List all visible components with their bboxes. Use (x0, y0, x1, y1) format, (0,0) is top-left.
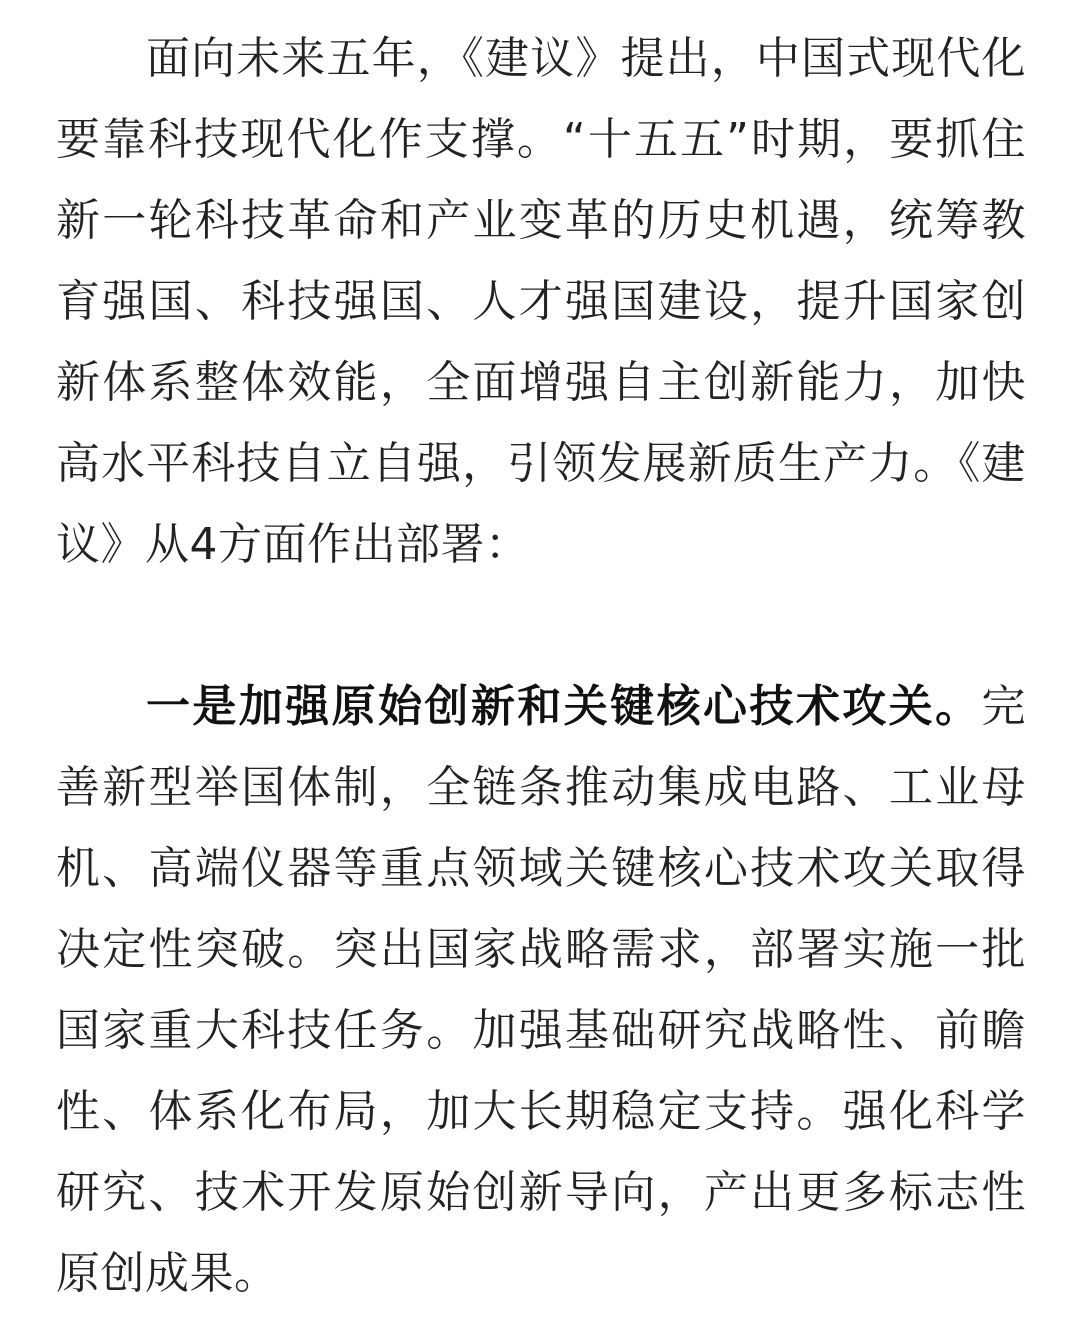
point-one-paragraph (56, 666, 1026, 1314)
intro-paragraph: 面向未来五年，《建议》提出，中国式现代化要靠科技现代化作支撑。“十五五”时期，要抓住新一轮科技革命和产业变革的历史机遇，统筹教育强国、科技强国、人才强国建设，提升国家创新体系整体效能，全面增强自主创新能力，加快高水平科技自立自强，引领发展新质生产力。《建议》从4方面作出部署： (56, 33, 1026, 570)
point-one-body: 完善新型举国体制，全链条推动集成电路、工业母机、高端仪器等重点领域关键核心技术攻关取得决定性突破。突出国家战略需求，部署实施一批国家重大科技任务。加强基础研究战略性、前瞻性、体系化布局，加大长期稳定支持。强化科学研究、技术开发原始创新导向，产出更多标志性原创成果。 (56, 681, 1026, 1299)
article-body (56, 18, 1026, 1314)
paragraph-spacer (56, 585, 1026, 666)
point-one-heading: 一是加强原始创新和关键核心技术攻关。 (146, 681, 982, 732)
